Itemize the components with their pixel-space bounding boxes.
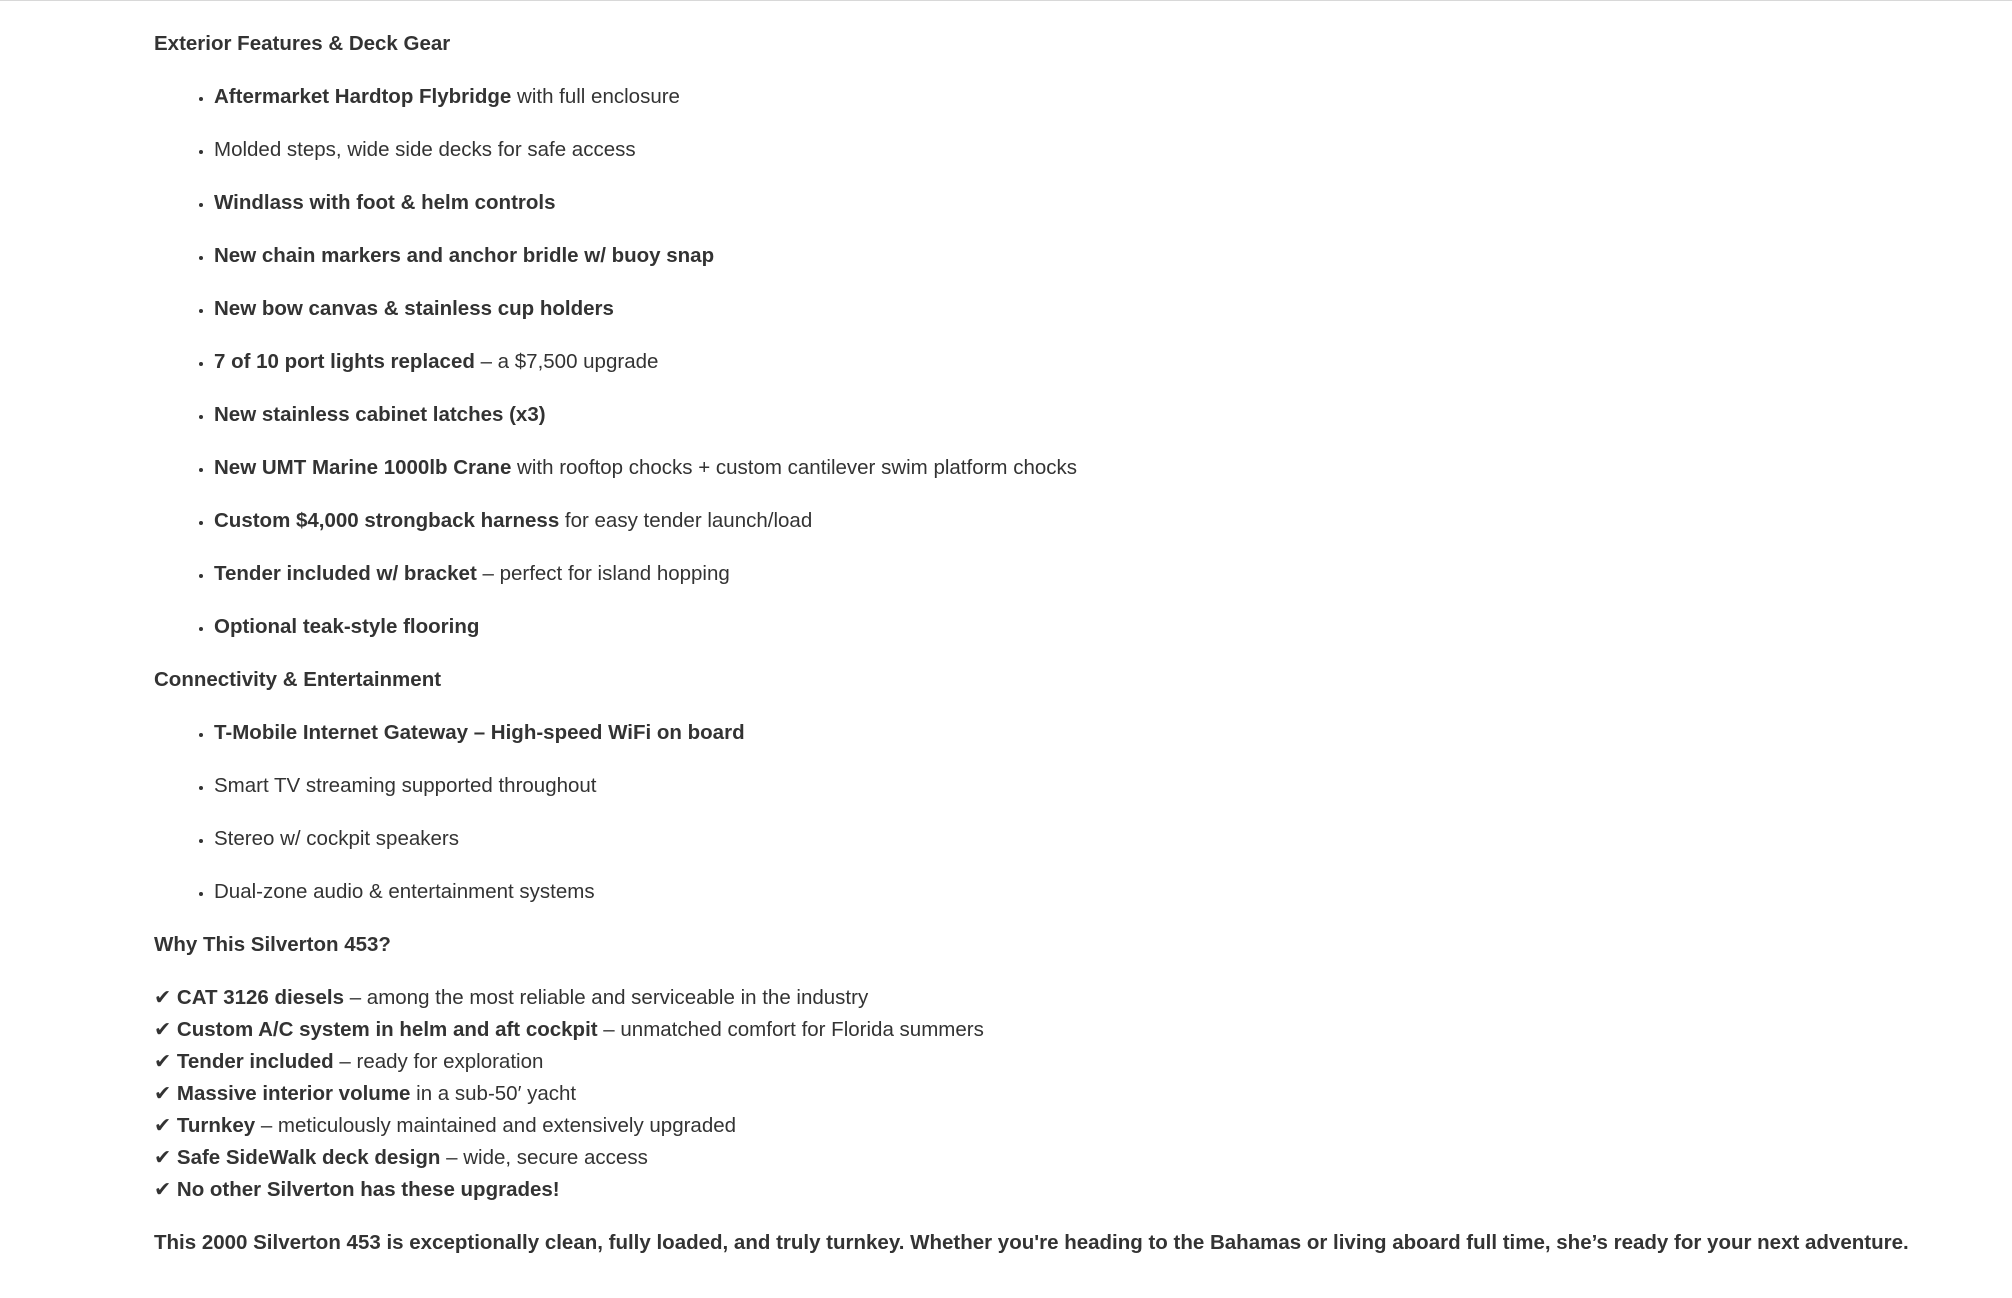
checklist-item: ✔ Custom A/C system in helm and aft cockpit – unmatched comfort for Florida summers: [154, 1018, 984, 1041]
checkmark-icon: ✔: [154, 986, 172, 1009]
checkmark-icon: ✔: [154, 1050, 172, 1073]
checklist-item: ✔ No other Silverton has these upgrades!: [154, 1178, 560, 1201]
why-checklist: [154, 982, 1984, 1206]
checklist-item: ✔ Tender included – ready for exploration: [154, 1050, 544, 1073]
connectivity-feature-list: [154, 717, 1984, 908]
exterior-heading: Exterior Features & Deck Gear: [154, 32, 451, 55]
closing-statement: This 2000 Silverton 453 is exceptionally clean, fully loaded, and truly turnkey. Whether you're heading to the Bahamas or living aboard full time, she’s ready for your next adventure.: [154, 1231, 1909, 1254]
list-item: • Molded steps, wide side decks for safe access: [214, 134, 1984, 166]
checklist-item: ✔ CAT 3126 diesels – among the most reliable and serviceable in the industry: [154, 986, 869, 1009]
checklist-item: ✔ Massive interior volume in a sub-50′ yacht: [154, 1082, 577, 1105]
list-item: • New chain markers and anchor bridle w/ buoy snap: [214, 240, 1984, 272]
list-item: • Smart TV streaming supported throughout: [214, 770, 1984, 802]
checkmark-icon: ✔: [154, 1178, 172, 1201]
list-item: • Optional teak-style flooring: [214, 611, 1984, 643]
checklist-item: ✔ Turnkey – meticulously maintained and extensively upgraded: [154, 1114, 737, 1137]
list-item: • Windlass with foot & helm controls: [214, 187, 1984, 219]
checkmark-icon: ✔: [154, 1018, 172, 1041]
list-item: • Dual-zone audio & entertainment systems: [214, 876, 1984, 908]
list-item: • Tender included w/ bracket – perfect for island hopping: [214, 558, 1984, 590]
checkmark-icon: ✔: [154, 1082, 172, 1105]
list-item: • 7 of 10 port lights replaced – a $7,500 upgrade: [214, 346, 1984, 378]
list-item: • New bow canvas & stainless cup holders: [214, 293, 1984, 325]
exterior-feature-list: [154, 81, 1984, 643]
checkmark-icon: ✔: [154, 1146, 172, 1169]
list-item: • T-Mobile Internet Gateway – High-speed WiFi on board: [214, 717, 1984, 749]
top-divider: [0, 0, 2012, 1]
list-item: • Aftermarket Hardtop Flybridge with full enclosure: [214, 81, 1984, 113]
list-item: • New UMT Marine 1000lb Crane with rooftop chocks + custom cantilever swim platform chocks: [214, 452, 1984, 484]
listing-description: [154, 28, 1984, 1259]
connectivity-heading: Connectivity & Entertainment: [154, 668, 442, 691]
why-heading: Why This Silverton 453?: [154, 933, 391, 956]
list-item: • Stereo w/ cockpit speakers: [214, 823, 1984, 855]
list-item: • Custom $4,000 strongback harness for easy tender launch/load: [214, 505, 1984, 537]
checklist-item: ✔ Safe SideWalk deck design – wide, secure access: [154, 1146, 648, 1169]
list-item: • New stainless cabinet latches (x3): [214, 399, 1984, 431]
checkmark-icon: ✔: [154, 1114, 172, 1137]
